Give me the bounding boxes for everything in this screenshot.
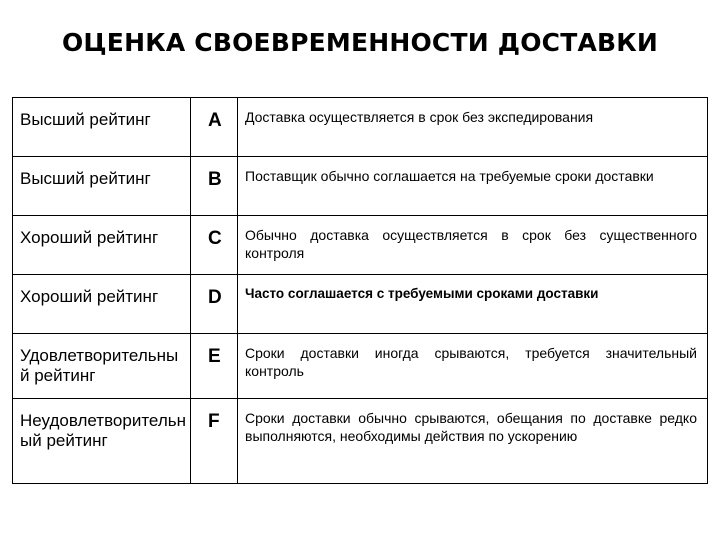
description-cell: Часто соглашается с требуемыми сроками доставки <box>238 275 708 334</box>
rating-cell: Хороший рейтинг <box>13 275 191 334</box>
table-row <box>13 216 708 275</box>
grade-cell: F <box>191 399 238 484</box>
table-row <box>13 157 708 216</box>
description-cell: Сроки доставки иногда срываются, требуется значительный контроль <box>238 334 708 399</box>
description-cell: Обычно доставка осуществляется в срок без существенного контроля <box>238 216 708 275</box>
table-row <box>13 98 708 157</box>
rating-cell: Хороший рейтинг <box>13 216 191 275</box>
grade-cell: B <box>191 157 238 216</box>
grade-cell: C <box>191 216 238 275</box>
table-row <box>13 334 708 399</box>
description-cell: Поставщик обычно соглашается на требуемые сроки доставки <box>238 157 708 216</box>
grade-cell: A <box>191 98 238 157</box>
description-cell: Сроки доставки обычно срываются, обещания по доставке редко выполняются, необходимы действия по ускорению <box>238 399 708 484</box>
grade-cell: D <box>191 275 238 334</box>
description-cell: Доставка осуществляется в срок без экспедирования <box>238 98 708 157</box>
rating-cell: Высший рейтинг <box>13 157 191 216</box>
table-row <box>13 399 708 484</box>
rating-cell: Удовлетворительный рейтинг <box>13 334 191 399</box>
page-title: ОЦЕНКА СВОЕВРЕМЕННОСТИ ДОСТАВКИ <box>61 28 659 57</box>
table-row <box>13 275 708 334</box>
grade-cell: E <box>191 334 238 399</box>
delivery-rating-table <box>12 97 708 484</box>
rating-cell: Высший рейтинг <box>13 98 191 157</box>
rating-cell: Неудовлетворительный рейтинг <box>13 399 191 484</box>
